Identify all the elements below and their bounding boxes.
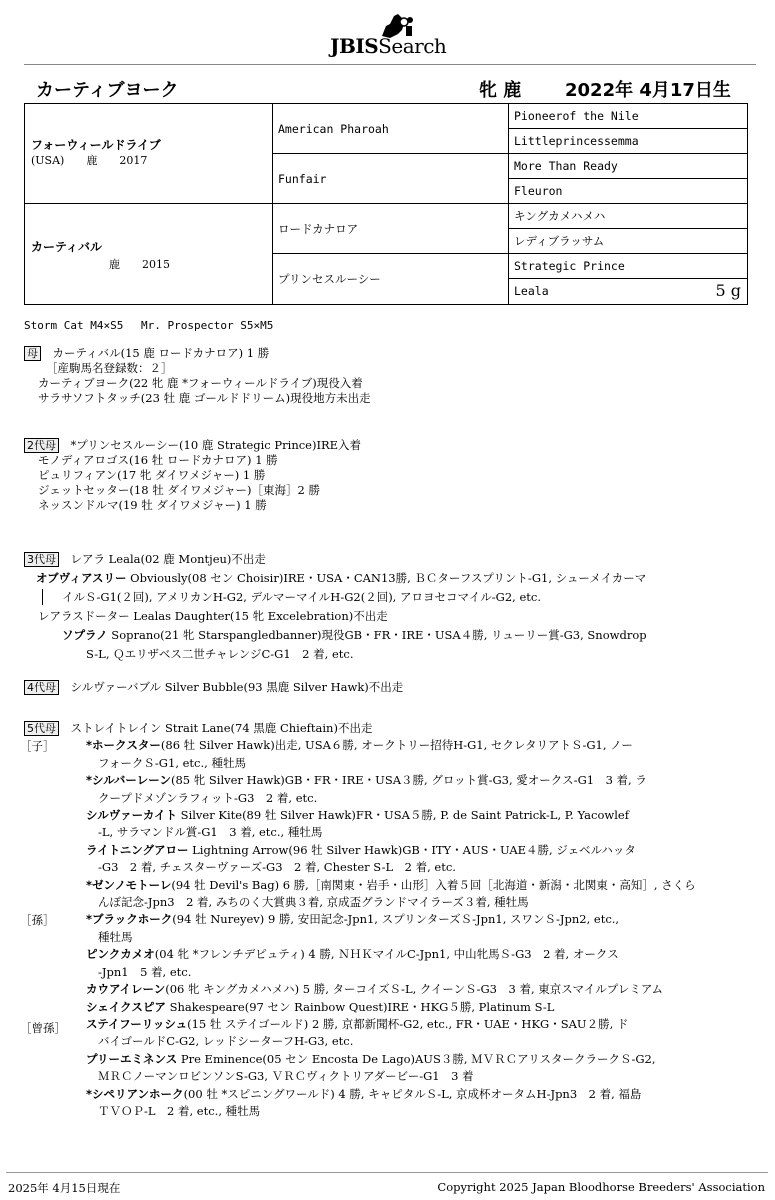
family-line: クープドメゾンラフィット-G3 2 着, etc.: [98, 790, 318, 805]
bold-horse-name[interactable]: ライトニングアロー: [86, 842, 189, 857]
family-line: レアラスドーター Lealas Daughter(15 牝 Excelebration)不出走: [38, 609, 388, 623]
family-line: (86 牡 Silver Hawk)出走, USA６勝, オークトリー招待H-G1, セクレタリアトＳ-G1, ノー: [160, 738, 633, 753]
family-line: ＭＲＣノーマンロビンソンS-G3, ＶＲＣヴィクトリアダービー-G1 3 着: [98, 1069, 474, 1084]
pedigree-name: Fleuron: [514, 184, 563, 198]
descendant-line: [24, 877, 764, 894]
second-dam-section: [24, 438, 361, 513]
inbreeding-line: Storm Cat M4×S5 Mr. Prospector S5×M5: [24, 319, 274, 332]
family-line: Lightning Arrow(96 牡 Silver Hawk)GB・ITY・AUS・UAE４勝, ジェベルハッタ: [188, 842, 636, 857]
descendant-line: [24, 772, 764, 789]
pedigree-table: [24, 103, 748, 305]
section-tag-5th-dam: 5代母: [24, 721, 59, 736]
descendant-line: [24, 894, 764, 911]
family-line: ピュリフィアン(17 牝 ダイワメジャー) 1 勝: [38, 468, 266, 482]
family-line: Silver Kite(89 牡 Silver Hawk)FR・USA５勝, P. de Saint Patrick-L, P. Yacowlef: [177, 808, 629, 823]
pedigree-g3-8[interactable]: [509, 279, 747, 304]
descendant-line: [24, 1068, 764, 1085]
sex-color: 牝 鹿: [479, 80, 522, 101]
descendant-line: [24, 1033, 764, 1050]
family-line: Soprano(21 牝 Starspangledbanner)現役GB・FR・IRE・USA４勝, リューリー賞-G3, Snowdrop: [107, 628, 647, 642]
family-line: (15 牡 ステイゴールド) 2 勝, 京都新聞杯-G2, etc., FR・UAE・HKG・SAU２勝, ド: [187, 1016, 629, 1031]
as-of-date: 2025年 4月15日現在: [8, 1181, 121, 1195]
family-line: Obviously(08 セン Choisir)IRE・USA・CAN13勝, ＢＣターフスプリント-G1, シューメイカーマ: [126, 571, 647, 585]
family-line: シルヴァーバブル Silver Bubble(93 黒鹿 Silver Hawk)不出走: [70, 680, 404, 694]
header-rule: [24, 64, 756, 65]
descendant-line: [24, 911, 764, 928]
family-line: ＴＶＯＰ-L 2 着, etc., 種牡馬: [98, 1103, 261, 1118]
descendant-line: [24, 999, 764, 1016]
family-line: Pre Eminence(05 セン Encosta De Lago)AUS３勝, ＭＶＲＣアリスタークラークＳ-G2,: [177, 1051, 656, 1066]
pedigree-name: Littleprincessemma: [514, 134, 639, 148]
descendant-line: [24, 790, 764, 807]
bold-horse-name[interactable]: *シペリアンホーク: [86, 1086, 184, 1101]
horse-name: カーティブヨーク: [36, 80, 179, 101]
bold-horse-name[interactable]: *ゼンノモトーレ: [86, 877, 172, 892]
footer-rule: [6, 1172, 768, 1173]
family-line: (94 牡 Nureyev) 9 勝, 安田記念-Jpn1, スプリンターズＳ-Jpn1, スワンＳ-Jpn2, etc.,: [172, 912, 620, 927]
family-line: バイゴールドC-G2, レッドシーターフH-G3, etc.: [98, 1034, 354, 1049]
bold-horse-name[interactable]: *ブラックホーク: [86, 912, 173, 927]
pedigree-g3-7[interactable]: [509, 254, 747, 279]
descendant-line: [24, 807, 764, 824]
pedigree-dam-sire[interactable]: [273, 204, 509, 254]
pedigree-g3-6[interactable]: [509, 229, 747, 254]
family-line: ジェットセッター(18 牡 ダイワメジャー)［東海］2 勝: [38, 483, 321, 497]
family-line: -L, サラマンドル賞-G1 3 着, etc., 種牡馬: [98, 825, 323, 840]
pedigree-name: レディブラッサム: [514, 234, 605, 248]
sire-name: フォーウィールドライブ: [31, 138, 161, 152]
pedigree-name: Strategic Prince: [514, 259, 625, 273]
descendant-line: [24, 859, 764, 876]
third-dam-section: [24, 550, 647, 664]
family-line: *プリンセスルーシー(10 鹿 Strategic Prince)IRE入着: [70, 438, 362, 452]
descendant-line: [24, 929, 764, 946]
family-line: (06 牝 キングカメハメハ) 5 勝, ターコイズＳ-L, クイーンＳ-G3 3 着, 東京スマイルプレミアム: [165, 982, 664, 997]
logo-wordmark: JBISSearch: [330, 34, 447, 58]
descendant-line: [24, 737, 764, 754]
family-line: ［産駒馬名登録数：２］: [46, 361, 173, 375]
family-line: レアラ Leala(02 鹿 Montjeu)不出走: [70, 552, 266, 566]
pedigree-name: American Pharoah: [278, 121, 389, 136]
descendant-line: [24, 1086, 764, 1103]
family-line: カーティバル(15 鹿 ロードカナロア) 1 勝: [52, 346, 270, 360]
fifth-dam-descendants: [24, 737, 764, 1120]
bold-horse-name[interactable]: *シルバーレーン: [86, 773, 171, 788]
family-line: (94 牡 Devil's Bag) 6 勝,［南関東・岩手・山形］入着５回［北海道・新潟・北関東・高知］, さくら: [171, 877, 696, 892]
descendant-line: [24, 1051, 764, 1068]
family-line: -G3 2 着, チェスターヴァーズ-G3 2 着, Chester S-L 2 着, etc.: [98, 860, 456, 875]
family-line: イルＳ-G1(２回), アメリカンH-G2, デルマーマイルH-G2(２回), アロヨセコマイル-G2, etc.: [62, 590, 541, 604]
descendant-line: [24, 1016, 764, 1033]
family-line: 種牡馬: [98, 929, 133, 944]
bold-horse-name[interactable]: シルヴァーカイト: [86, 808, 178, 823]
pedigree-name: プリンセスルーシー: [278, 272, 381, 286]
section-tag-3rd-dam: 3代母: [24, 552, 59, 567]
pedigree-name: Pioneerof the Nile: [514, 109, 639, 123]
bold-horse-name[interactable]: ピンクカメオ: [86, 947, 155, 962]
bold-horse-name[interactable]: プリーエミネンス: [86, 1051, 178, 1066]
family-line: S-L, Ｑエリザベス二世チャレンジC-G1 2 着, etc.: [86, 647, 354, 661]
label-children: ［子］: [20, 739, 55, 753]
pedigree-name: ロードカナロア: [278, 221, 359, 236]
descendant-line: [24, 981, 764, 998]
bold-horse-name[interactable]: シェイクスピア: [86, 999, 166, 1014]
family-line: フォークＳ-G1, etc., 種牡馬: [98, 755, 246, 770]
bold-horse-name[interactable]: オブヴィアスリー: [36, 571, 127, 585]
section-tag-4th-dam: 4代母: [24, 680, 59, 695]
fourth-dam-section: [24, 680, 403, 695]
bold-horse-name[interactable]: ソプラノ: [62, 628, 108, 642]
bold-horse-name[interactable]: *ホークスター: [86, 738, 161, 753]
descendant-line: [24, 946, 764, 963]
family-line: ストレイトレイン Strait Lane(74 黒鹿 Chieftain)不出走: [70, 721, 373, 735]
dam-section: [24, 346, 371, 406]
family-line: (04 牝 *フレンチデピュティ) 4 勝, ＮＨＫマイルC-Jpn1, 中山牝馬Ｓ-G3 2 着, オークス: [154, 947, 619, 962]
pedigree-name: Leala: [514, 284, 549, 298]
pedigree-sire-sire[interactable]: [273, 104, 509, 154]
pedigree-sire-dam[interactable]: [273, 154, 509, 204]
bold-horse-name[interactable]: カウアイレーン: [86, 982, 166, 997]
pedigree-name: More Than Ready: [514, 159, 618, 173]
pedigree-g3-4[interactable]: [509, 179, 747, 204]
pedigree-name: Funfair: [278, 171, 327, 186]
pedigree-sire[interactable]: [25, 104, 273, 204]
dam-name: カーティバル: [31, 240, 103, 254]
section-tag-dam: 母: [24, 346, 41, 361]
pedigree-g3-2[interactable]: [509, 129, 747, 154]
bold-horse-name[interactable]: ステイフーリッシュ: [86, 1016, 188, 1031]
sire-info: (USA) 鹿 2017: [31, 154, 148, 167]
family-line: -Jpn1 5 着, etc.: [98, 964, 192, 979]
pedigree-g3-3[interactable]: [509, 154, 747, 179]
pedigree-g3-1[interactable]: [509, 104, 747, 129]
pedigree-name: キングカメハメハ: [514, 209, 606, 223]
pedigree-dam[interactable]: [25, 204, 273, 304]
family-line: Shakespeare(97 セン Rainbow Quest)IRE・HKG５勝, Platinum S-L: [165, 999, 555, 1014]
label-grandchildren: ［孫］: [20, 913, 55, 927]
section-tag-2nd-dam: 2代母: [24, 438, 59, 453]
family-line: カーティブヨーク(22 牝 鹿 *フォーウィールドライブ)現役入着: [38, 376, 363, 390]
jbis-search-logo[interactable]: [326, 12, 466, 56]
size-label: 5 g: [715, 281, 741, 300]
descendant-line: [24, 755, 764, 772]
copyright: Copyright 2025 Japan Bloodhorse Breeders' Association: [437, 1180, 765, 1194]
pedigree-dam-dam[interactable]: [273, 254, 509, 304]
pedigree-g3-5[interactable]: [509, 204, 747, 229]
family-line: モノディアロゴス(16 牡 ロードカナロア) 1 勝: [38, 453, 278, 467]
family-line: ネッスンドルマ(19 牡 ダイワメジャー) 1 勝: [38, 498, 267, 512]
label-great-grandchildren: ［曾孫］: [20, 1021, 66, 1035]
family-line: んぼ記念-Jpn3 2 着, みちのく大賞典３着, 京成盃グランドマイラーズ３着, 種牡馬: [98, 895, 529, 910]
descendant-line: [24, 964, 764, 981]
dam-info: 鹿 2015: [109, 258, 170, 271]
descendant-line: [24, 1103, 764, 1120]
descendant-line: [24, 824, 764, 841]
family-line: (85 牝 Silver Hawk)GB・FR・IRE・USA３勝, グロット賞-G3, 愛オークス-G1 3 着, ラ: [170, 773, 647, 788]
fifth-dam-section: [24, 720, 764, 1120]
descendant-line: [24, 842, 764, 859]
family-line: サラサソフトタッチ(23 牡 鹿 ゴールドドリーム)現役地方未出走: [38, 391, 371, 405]
birth-date: 2022年 4月17日生: [565, 80, 731, 101]
continuation-bar: [42, 589, 43, 605]
family-line: (00 牡 *スピニングワールド) 4 勝, キャピタルＳ-L, 京成杯オータムH-Jpn3 2 着, 福島: [183, 1086, 642, 1101]
